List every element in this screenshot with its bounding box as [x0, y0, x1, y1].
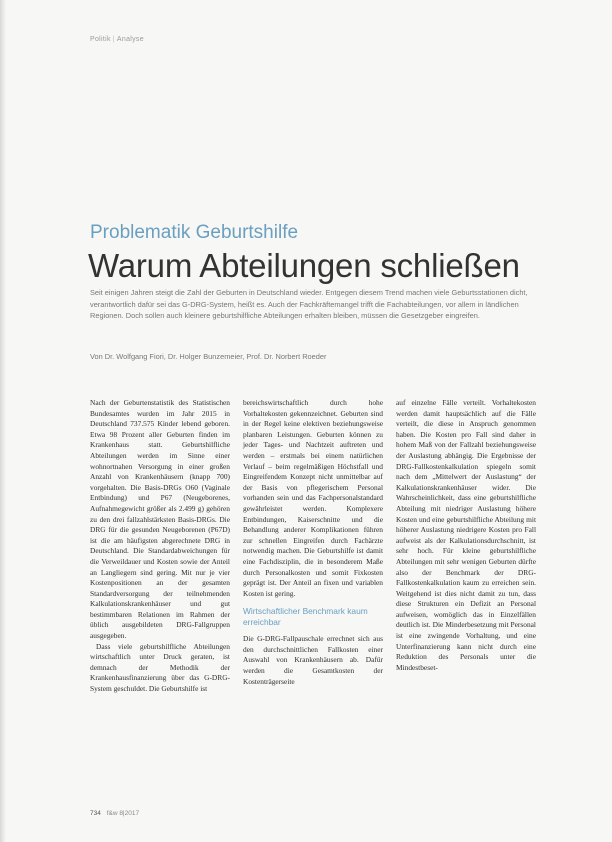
body-column-3	[396, 398, 536, 673]
section-label: Politik	[90, 36, 111, 43]
scan-edge-shadow	[0, 0, 6, 842]
section-subhead: Wirtschaftlicher Benchmark kaum erreichbar	[243, 606, 368, 628]
body-paragraph: Die G-DRG-Fallpauschale errechnet sich aus den durchschnittlichen Fallkosten einer Auswahl von Krankenhäusern ab. Dafür werden die Gesamtkosten der Kostenträgerseite	[243, 634, 383, 686]
subsection-label: Analyse	[116, 36, 144, 43]
body-paragraph: bereichswirtschaftlich durch hohe Vorhaltekosten gekennzeichnet. Geburten sind in der Regel keine elektiven beziehungsweise planbaren Leistungen. Geburten können zu jeder Tages- und Nachtzeit auftreten und werden – erstmals bei einem natürlichen Verlauf – beim regelmäßigen Höchstfall und Eingreifendem Konzept nicht unmittelbar auf der Basis von pflegerischem Personal vorhanden sein und das Fachpersonalstandard gewährleistet werden. Komplexere Entbindungen, Kaiserschnitte und die Behandlung anderer Komplikationen führen zur schnellen Eingreifen durch Fachärzte notwendig machen. Die Geburtshilfe ist damit eine Fachdisziplin, die in besonderem Maße durch Personalkosten und somit Fixkosten geprägt ist. Der Anteil an fixen und variablen Kosten ist gering.	[243, 398, 383, 598]
page-number: 734	[90, 810, 101, 817]
article-title: Warum Abteilungen schließen	[88, 247, 520, 284]
article-authors: Von Dr. Wolfgang Fiori, Dr. Holger Bunzemeier, Prof. Dr. Norbert Roeder	[90, 352, 327, 361]
section-separator: |	[112, 36, 115, 43]
body-column-2	[243, 398, 383, 687]
page-footer	[90, 810, 139, 817]
body-paragraph: Nach der Geburtenstatistik des Statistischen Bundesamtes wurden im Jahr 2015 in Deutschland 737.575 Kinder lebend geboren. Etwa 98 Prozent aller Geburten finden im Krankenhaus statt. Geburtshilfliche Abteilungen werden im Sinne einer wohnortnahen Versorgung in einer großen Anzahl von Krankenhäusern (knapp 700) vorgehalten. Die Basis-DRGs O60 (Vaginale Entbindung) und P67 (Neugeborenes, Aufnahmegewicht größer als 2.499 g) gehören zu den drei fallzahlstärksten Basis-DRGs. Die DRG für die gesunden Neugeborenen (P67D) ist die am häufigsten abgerechnete DRG in Deutschland. Die Standardabweichungen für die Verweildauer und Kosten sowie der Anteil an Langliegern sind gering. Mit nur je vier Kostenpositionen an der gesamten Standardversorgung der teilnehmenden Kalkulationskrankenhäuser und gut bestimmbaren Relationen im Rahmen der üblich ausgebildeten DRG-Fallgruppen ausgegeben.	[90, 398, 230, 641]
section-header	[90, 36, 144, 43]
article-kicker: Problematik Geburtshilfe	[90, 222, 299, 243]
body-paragraph: Dass viele geburtshilfliche Abteilungen wirtschaftlich unter Druck geraten, ist demnach der Methodik der Krankenhausfinanzierung über das G-DRG-System geschuldet. Die Geburtshilfe ist	[90, 641, 230, 694]
article-lead: Seit einigen Jahren steigt die Zahl der Geburten in Deutschland wieder. Entgegen diesem Trend machen viele Geburtsstationen dicht, verantwortlich dafür sei das G-DRG-System, heißt es. Auch der Fachkräftemangel trifft die Fachabteilungen, vor allem in ländlichen Regionen. Doch sollen auch kleinere geburtshilfliche Abteilungen erhalten bleiben, müssen die Gesetzgeber eingreifen.	[90, 288, 528, 321]
body-column-1	[90, 398, 230, 695]
body-paragraph: auf einzelne Fälle verteilt. Vorhaltekosten werden damit hauptsächlich auf die Fälle verteilt, die diese in Anspruch genommen haben. Die Kosten pro Fall sind daher in hohem Maß von der Fallzahl beziehungsweise der Auslastung abhängig. Die Ergebnisse der DRG-Fallkostenkalkulation spiegeln somit nach dem „Mittelwert der Auslastung“ der Kalkulationskrankenhäuser wider. Die Wahrscheinlichkeit, dass eine geburtshilfliche Abteilung mit niedriger Auslastung höhere Kosten und eine geburtshilfliche Abteilung mit höherer Auslastung niedrigere Kosten pro Fall aufweist als der Kalkulationsdurchschnitt, ist sehr hoch. Für kleine geburtshilfliche Abteilungen mit sehr wenigen Geburten dürfte also der Benchmark der DRG-Fallkostenkalkulation kaum zu erreichen sein. Weitgehend ist dies nicht damit zu tun, dass diese Strukturen ein Defizit an Personal aufweisen, womöglich das in Einzelfällen deutlich ist. Die Minderbesetzung mit Personal ist eine zwingende Vorhaltung, und eine Unterfinanzierung kann nicht durch eine Reduktion des Personals unter die Mindestbeset-	[396, 398, 536, 672]
publication-name: f&w 8|2017	[106, 810, 140, 817]
